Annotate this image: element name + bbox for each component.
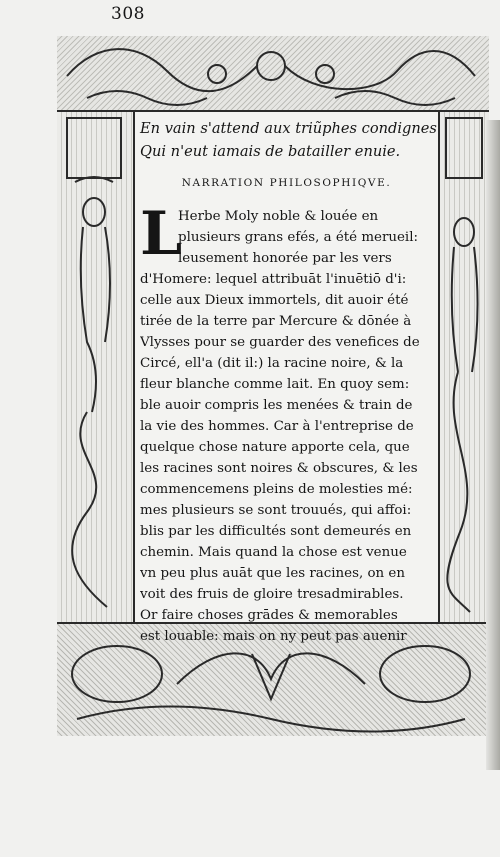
right-ornamental-border	[438, 112, 489, 622]
text-line: plusieurs grans efés, a été merueil:	[178, 230, 418, 245]
text-line: ble auoir compris les menées & train de	[140, 398, 413, 413]
page-binding-edge	[486, 120, 500, 770]
top-border-ornament	[57, 36, 485, 108]
drop-cap: L	[140, 199, 183, 269]
text-line: les racines sont noires & obscures, & les	[140, 461, 418, 476]
motto-line: En vain s'attend aux triũphes condignes	[140, 120, 437, 137]
text-line: vn peu plus auāt que les racines, on en	[140, 566, 405, 581]
text-line: celle aux Dieux immortels, dit auoir été	[140, 293, 409, 308]
text-line: quelque chose nature apporte cela, que	[140, 440, 410, 455]
text-line: blis par les difficultés sont demeurés en	[140, 524, 412, 539]
text-line: Circé, ell'a (dit il:) la racine noire, & la	[140, 356, 404, 371]
text-line: voit des fruis de gloire tresadmirables.	[140, 587, 404, 602]
section-heading: NARRATION PHILOSOPHIQVE.	[181, 177, 392, 189]
page-number: 308	[111, 4, 145, 24]
left-ornamental-border	[57, 112, 135, 622]
text-line: commencemens pleins de molesties mé:	[140, 482, 413, 497]
text-line: d'Homere: lequel attribuāt l'inuētiō d'i:	[140, 272, 407, 287]
text-line: la vie des hommes. Car à l'entreprise de	[140, 419, 414, 434]
text-line: chemin. Mais quand la chose est venue	[140, 545, 407, 560]
text-line: leusement honorée par les vers	[178, 251, 392, 266]
right-caryatid-figure	[440, 112, 487, 618]
text-line: Vlysses pour se guarder des venefices de	[140, 335, 420, 350]
text-line: mes plusieurs se sont trouués, qui affoi:	[140, 503, 412, 518]
motto-line: Qui n'eut iamais de batailler enuie.	[140, 143, 401, 160]
text-line: fleur blanche comme lait. En quoy sem:	[140, 377, 410, 392]
motto-verse	[140, 117, 436, 163]
text-line: Or faire choses grādes & memorables	[140, 608, 398, 623]
text-line: Herbe Moly noble & louée en	[178, 209, 379, 224]
left-caryatid-figure	[57, 112, 131, 618]
text-line: est louable: mais on ny peut pas auenir	[140, 629, 407, 644]
text-line: tirée de la terre par Mercure & dōnée à	[140, 314, 412, 329]
body-text	[140, 199, 436, 647]
top-ornamental-border	[57, 36, 489, 112]
